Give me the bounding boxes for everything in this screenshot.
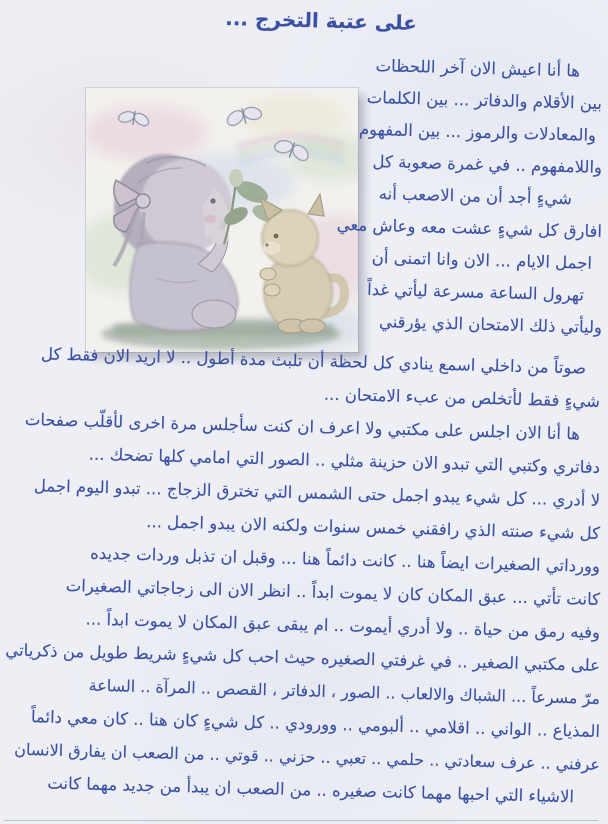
handwritten-line: شيءٍ أجد أن من الاصعب أنه (378, 184, 573, 209)
handwritten-line: دفاتري وكتبي التي تبدو الان حزينة مثلي .. الصور التي امامي كلها تضحك ... (88, 444, 601, 477)
illustration-card (86, 88, 358, 352)
handwritten-line: وليأتي ذلك الامتحان الذي يؤرقني (378, 312, 603, 337)
handwritten-line: ها أنا الان اجلس على مكتبي ولا اعرف ان كنت سأجلس مرة اخرى لأقلّب صفحات (24, 409, 581, 444)
handwritten-line: وفيه رمق من حياة .. ولا أدري أيموت .. ام يبقى عبق المكان لا يموت ابداً ... (85, 609, 601, 642)
handwritten-line: الاشياء التي احبها مهما كانت صغيره .. من الصعب ان يبدأ من جديد مهما كانت (47, 773, 575, 807)
handwritten-line: ها أنا اعيش الان آخر اللحظات (375, 56, 581, 81)
handwritten-line: صوتاً من داخلي اسمع ينادي كل لحظة أن تلبث مدة أطول .. لا اريد الان فقط كل (40, 344, 587, 378)
girl-and-kitten-illustration (86, 88, 358, 352)
handwritten-line: تهرول الساعة مسرعة ليأتي غداً (366, 279, 585, 305)
handwritten-line: على مكتبي الصغير .. في غرفتي الصغيره حيث احب كل شيءٍ شريط طويل من ذكرياتي (5, 640, 601, 675)
handwritten-line: وورداتي الصغيرات ايضاً هنا .. كانت دائماً هنا ... وقبل ان تذبل وردات جديده (90, 543, 601, 576)
intro-paragraph (324, 56, 602, 344)
body-paragraph (5, 344, 601, 814)
handwritten-line: شيءٍ فقط لأتخلص من عبء الامتحان ... (323, 384, 601, 411)
top-section (0, 54, 608, 352)
handwritten-line: والمعادلات والرموز ... بين المفهوم (358, 119, 597, 145)
handwritten-line: كانت تأتي ... عبق المكان كان لا يموت ابداً .. انظر الان الى زجاجاتي الصغيرات (65, 576, 601, 609)
handwritten-line: اجمل الايام ... الان وانا اتمنى أن (371, 247, 593, 273)
handwritten-line: افارق كل شيءٍ عشت معه وعاش معي (336, 215, 603, 241)
handwritten-line: المذياع .. الواني .. اقلامي .. ألبومي .. وورودي .. كل شيءٍ كان هنا .. كان معي دائماً (30, 707, 601, 741)
handwritten-line: مرّ مسرعاً ... الشباك والالعاب .. الصور ، الدفاتر ، القصص .. المرآة .. الساعة (88, 675, 601, 708)
handwritten-line: كل شيء صنته الذي رافقني خمس سنوات ولكنه الان يبدو اجمل ... (145, 512, 601, 543)
handwritten-line: عرفني .. عرف سعادتي .. حلمي .. تعبي .. حزني .. قوتي .. من الصعب ان يفارق الانسان (14, 739, 601, 774)
handwritten-line: لا أدري ... كل شيء يبدو اجمل حتى الشمس التي تخترق الزجاج ... تبدو اليوم اجمل (33, 476, 601, 510)
handwritten-line: واللامفهوم .. في غمرة صعوبة كل (372, 151, 603, 177)
handwritten-line: بين الأقلام والدفاتر ... بين الكلمات (366, 87, 603, 113)
letter-title: على عتبة التخرج ... (224, 5, 418, 35)
